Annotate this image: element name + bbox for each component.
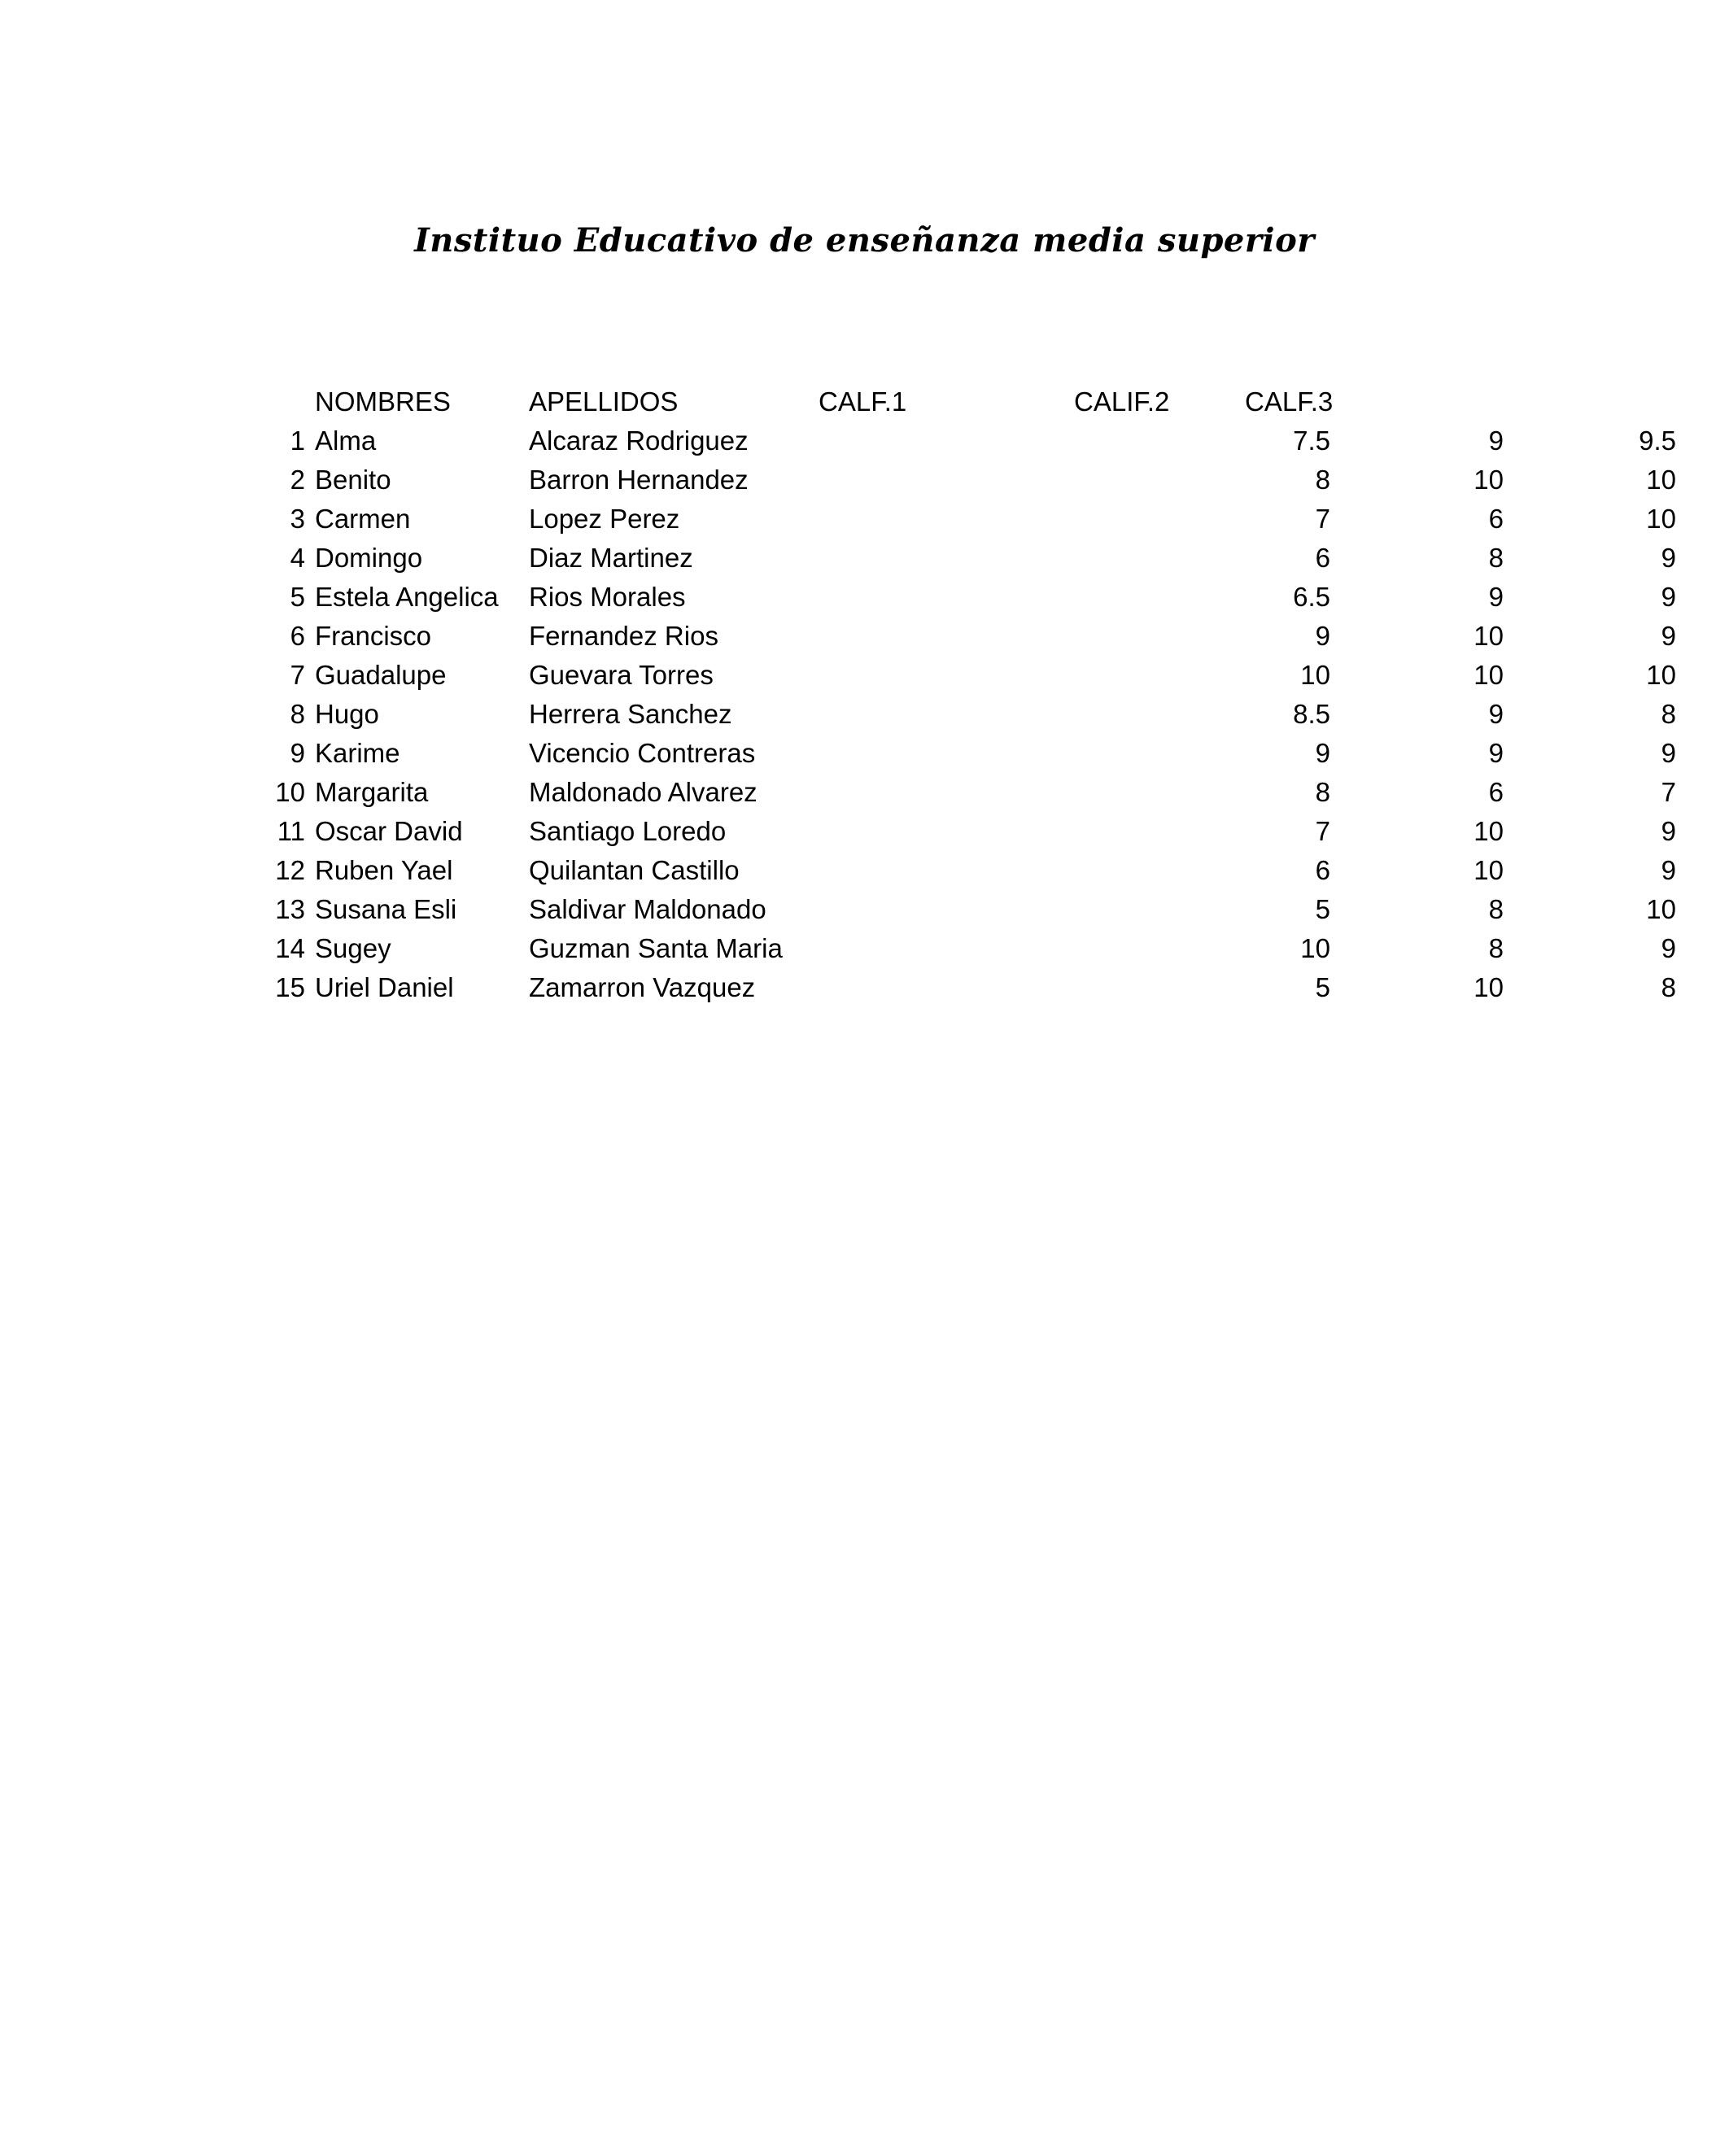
grade-1-cell: 6 <box>1315 855 1330 885</box>
grade-3-cell: 9 <box>1661 582 1676 612</box>
grade-3-cell: 10 <box>1646 465 1676 495</box>
row-number-cell: 13 <box>275 894 305 924</box>
grade-3-cell: 9 <box>1661 621 1676 651</box>
table-row <box>269 656 1676 695</box>
grade-3-cell: 10 <box>1646 894 1676 924</box>
grade-2-cell: 10 <box>1474 465 1504 495</box>
grade-1-cell: 7.5 <box>1293 426 1330 456</box>
grade-3-cell: 8 <box>1661 699 1676 729</box>
row-number-cell: 3 <box>290 504 305 534</box>
table-row <box>269 773 1676 812</box>
grades-table <box>269 382 1676 1007</box>
row-number-cell: 5 <box>290 582 305 612</box>
first-name-cell: Oscar David <box>315 816 463 846</box>
grade-1-cell: 5 <box>1315 894 1330 924</box>
table-row <box>269 539 1676 578</box>
grade-2-cell: 10 <box>1474 816 1504 846</box>
grade-3-cell: 10 <box>1646 504 1676 534</box>
first-name-cell: Susana Esli <box>315 894 457 924</box>
table-row <box>269 851 1676 890</box>
table-row <box>269 500 1676 539</box>
first-name-cell: Alma <box>315 426 377 456</box>
grade-3-cell: 9 <box>1661 738 1676 768</box>
first-name-cell: Domingo <box>315 543 423 573</box>
table-row <box>269 578 1676 617</box>
first-name-cell: Ruben Yael <box>315 855 453 885</box>
last-name-cell: Santiago Loredo <box>529 816 727 846</box>
last-name-cell: Fernandez Rios <box>529 621 718 651</box>
grade-3-cell: 9 <box>1661 933 1676 963</box>
grade-3-cell: 9 <box>1661 543 1676 573</box>
last-name-cell: Quilantan Castillo <box>529 855 740 885</box>
grade-3-cell: 8 <box>1661 972 1676 1002</box>
table-body <box>269 421 1676 1007</box>
page-title: Instituo Educativo de enseñanza media superior <box>414 221 1315 260</box>
grade-3-cell: 9 <box>1661 816 1676 846</box>
row-number-cell: 8 <box>290 699 305 729</box>
row-number-cell: 15 <box>275 972 305 1002</box>
grade-2-cell: 9 <box>1488 582 1504 612</box>
first-name-cell: Hugo <box>315 699 379 729</box>
first-name-cell: Carmen <box>315 504 411 534</box>
grade-1-cell: 8.5 <box>1293 699 1330 729</box>
grade-2-cell: 9 <box>1488 426 1504 456</box>
last-name-cell: Guzman Santa Maria <box>529 933 783 963</box>
grade-1-cell: 10 <box>1300 933 1330 963</box>
first-name-cell: Benito <box>315 465 391 495</box>
grade-1-cell: 6 <box>1315 543 1330 573</box>
first-name-cell: Margarita <box>315 777 429 807</box>
grade-2-cell: 10 <box>1474 972 1504 1002</box>
last-name-cell: Barron Hernandez <box>529 465 749 495</box>
grade-1-cell: 8 <box>1315 465 1330 495</box>
header-calf3: CALF.3 <box>1245 386 1334 417</box>
grade-2-cell: 8 <box>1488 543 1504 573</box>
grade-2-cell: 8 <box>1488 894 1504 924</box>
last-name-cell: Guevara Torres <box>529 660 714 690</box>
grade-1-cell: 7 <box>1315 504 1330 534</box>
row-number-cell: 2 <box>290 465 305 495</box>
row-number-cell: 9 <box>290 738 305 768</box>
header-apellidos: APELLIDOS <box>529 386 679 417</box>
last-name-cell: Saldivar Maldonado <box>529 894 766 924</box>
table-row <box>269 968 1676 1007</box>
last-name-cell: Herrera Sanchez <box>529 699 732 729</box>
row-number-cell: 7 <box>290 660 305 690</box>
grade-2-cell: 10 <box>1474 621 1504 651</box>
grade-2-cell: 8 <box>1488 933 1504 963</box>
table-row <box>269 812 1676 851</box>
grade-1-cell: 9 <box>1315 621 1330 651</box>
header-row <box>269 382 1424 421</box>
last-name-cell: Lopez Perez <box>529 504 680 534</box>
header-calf1: CALF.1 <box>819 386 907 417</box>
row-number-cell: 1 <box>290 426 305 456</box>
first-name-cell: Estela Angelica <box>315 582 499 612</box>
row-number-cell: 4 <box>290 543 305 573</box>
table-row <box>269 695 1676 734</box>
grade-1-cell: 7 <box>1315 816 1330 846</box>
last-name-cell: Vicencio Contreras <box>529 738 756 768</box>
grade-2-cell: 10 <box>1474 855 1504 885</box>
row-number-cell: 12 <box>275 855 305 885</box>
grade-2-cell: 9 <box>1488 738 1504 768</box>
grade-1-cell: 8 <box>1315 777 1330 807</box>
last-name-cell: Alcaraz Rodriguez <box>529 426 749 456</box>
first-name-cell: Uriel Daniel <box>315 972 454 1002</box>
row-number-cell: 14 <box>275 933 305 963</box>
header-nombres: NOMBRES <box>315 386 451 417</box>
last-name-cell: Maldonado Alvarez <box>529 777 758 807</box>
first-name-cell: Sugey <box>315 933 391 963</box>
table-row <box>269 929 1676 968</box>
row-number-cell: 6 <box>290 621 305 651</box>
grade-1-cell: 9 <box>1315 738 1330 768</box>
grade-2-cell: 9 <box>1488 699 1504 729</box>
table-row <box>269 617 1676 656</box>
first-name-cell: Guadalupe <box>315 660 447 690</box>
row-number-cell: 11 <box>277 816 305 846</box>
table-row <box>269 734 1676 773</box>
grade-3-cell: 10 <box>1646 660 1676 690</box>
grade-2-cell: 6 <box>1488 504 1504 534</box>
table-row <box>269 421 1676 460</box>
grade-3-cell: 9.5 <box>1639 426 1676 456</box>
row-number-cell: 10 <box>275 777 305 807</box>
grade-1-cell: 10 <box>1300 660 1330 690</box>
table-row <box>269 460 1676 500</box>
first-name-cell: Francisco <box>315 621 432 651</box>
first-name-cell: Karime <box>315 738 400 768</box>
grade-1-cell: 5 <box>1315 972 1330 1002</box>
grade-3-cell: 9 <box>1661 855 1676 885</box>
grade-1-cell: 6.5 <box>1293 582 1330 612</box>
last-name-cell: Rios Morales <box>529 582 686 612</box>
last-name-cell: Zamarron Vazquez <box>529 972 756 1002</box>
header-calif2: CALIF.2 <box>1074 386 1170 417</box>
grade-2-cell: 10 <box>1474 660 1504 690</box>
last-name-cell: Diaz Martinez <box>529 543 693 573</box>
grade-2-cell: 6 <box>1488 777 1504 807</box>
table-row <box>269 890 1676 929</box>
grade-3-cell: 7 <box>1661 777 1676 807</box>
